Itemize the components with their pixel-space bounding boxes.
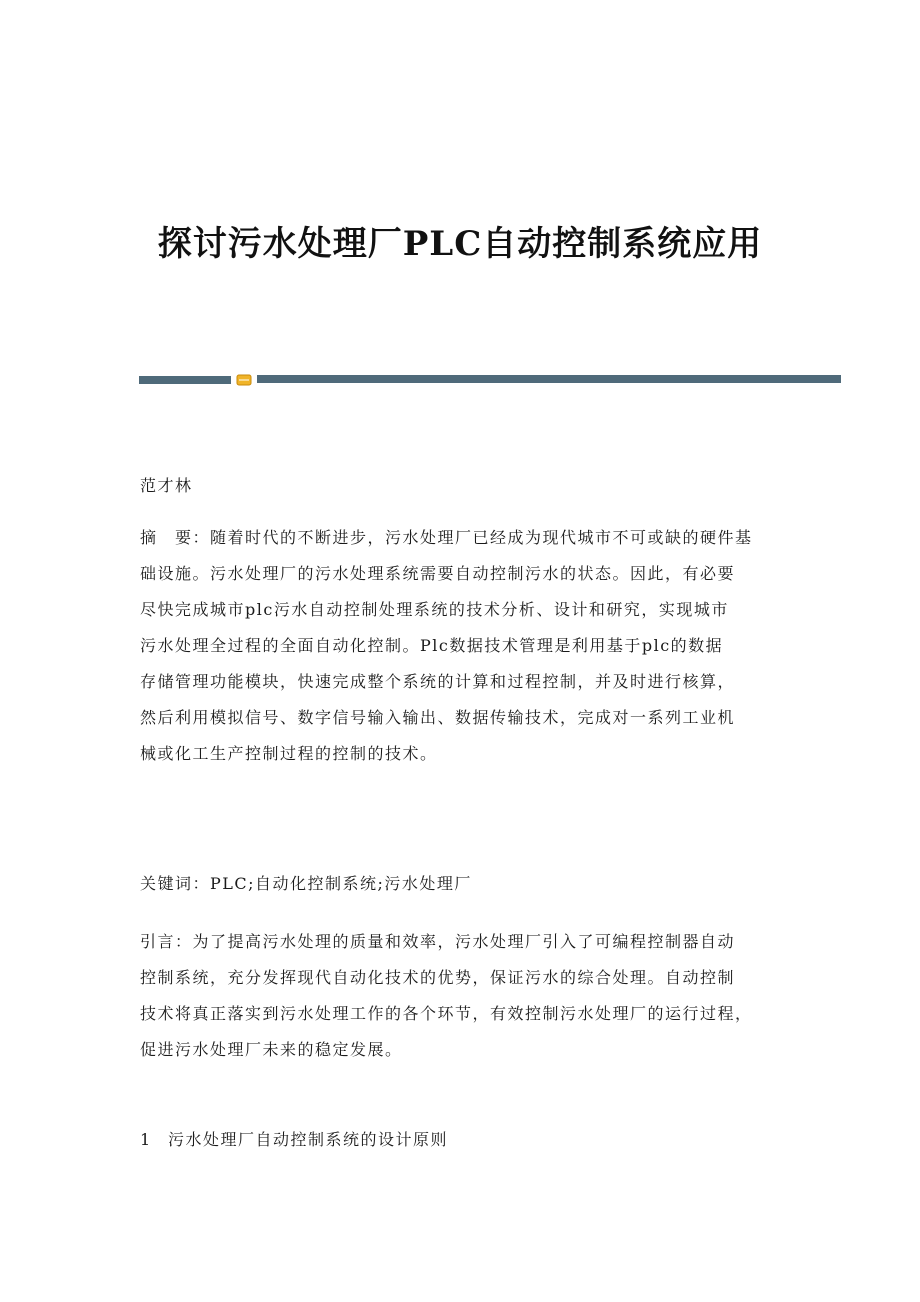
section-heading (140, 1122, 790, 1158)
abstract-line: 存储管理功能模块，快速完成整个系统的计算和过程控制，并及时进行核算， (140, 672, 736, 691)
title-divider (139, 374, 841, 386)
abstract-line: 污水处理全过程的全面自动化控制。Plc数据技术管理是利用基于plc的数据 (140, 636, 724, 655)
intro-line: 引言：为了提高污水处理的质量和效率，污水处理厂引入了可编程控制器自动 (140, 932, 736, 951)
abstract (140, 520, 790, 772)
keywords: 关键词：PLC;自动化控制系统;污水处理厂 (140, 874, 472, 893)
abstract-line: 械或化工生产控制过程的控制的技术。 (140, 744, 438, 763)
abstract-line: 然后利用模拟信号、数字信号输入输出、数据传输技术，完成对一系列工业机 (140, 708, 736, 727)
section-number: 1 (140, 1130, 152, 1149)
intro-line: 促进污水处理厂未来的稳定发展。 (140, 1040, 403, 1059)
divider-bar-right (257, 375, 841, 383)
abstract-line: 尽快完成城市plc污水自动控制处理系统的技术分析、设计和研究，实现城市 (140, 600, 729, 619)
intro-line: 控制系统，充分发挥现代自动化技术的优势，保证污水的综合处理。自动控制 (140, 968, 736, 987)
document-title: 探讨污水处理厂PLC自动控制系统应用 (157, 224, 763, 264)
section-title: 污水处理厂自动控制系统的设计原则 (168, 1130, 449, 1149)
intro-line: 技术将真正落实到污水处理工作的各个环节，有效控制污水处理厂的运行过程， (140, 1004, 753, 1023)
abstract-line: 摘 要：随着时代的不断进步，污水处理厂已经成为现代城市不可或缺的硬件基 (140, 528, 753, 547)
divider-emblem-icon (236, 374, 252, 386)
divider-bar-left (139, 376, 231, 384)
introduction (140, 924, 790, 1068)
author-name: 范才林 (140, 476, 193, 495)
abstract-line: 础设施。污水处理厂的污水处理系统需要自动控制污水的状态。因此，有必要 (140, 564, 736, 583)
